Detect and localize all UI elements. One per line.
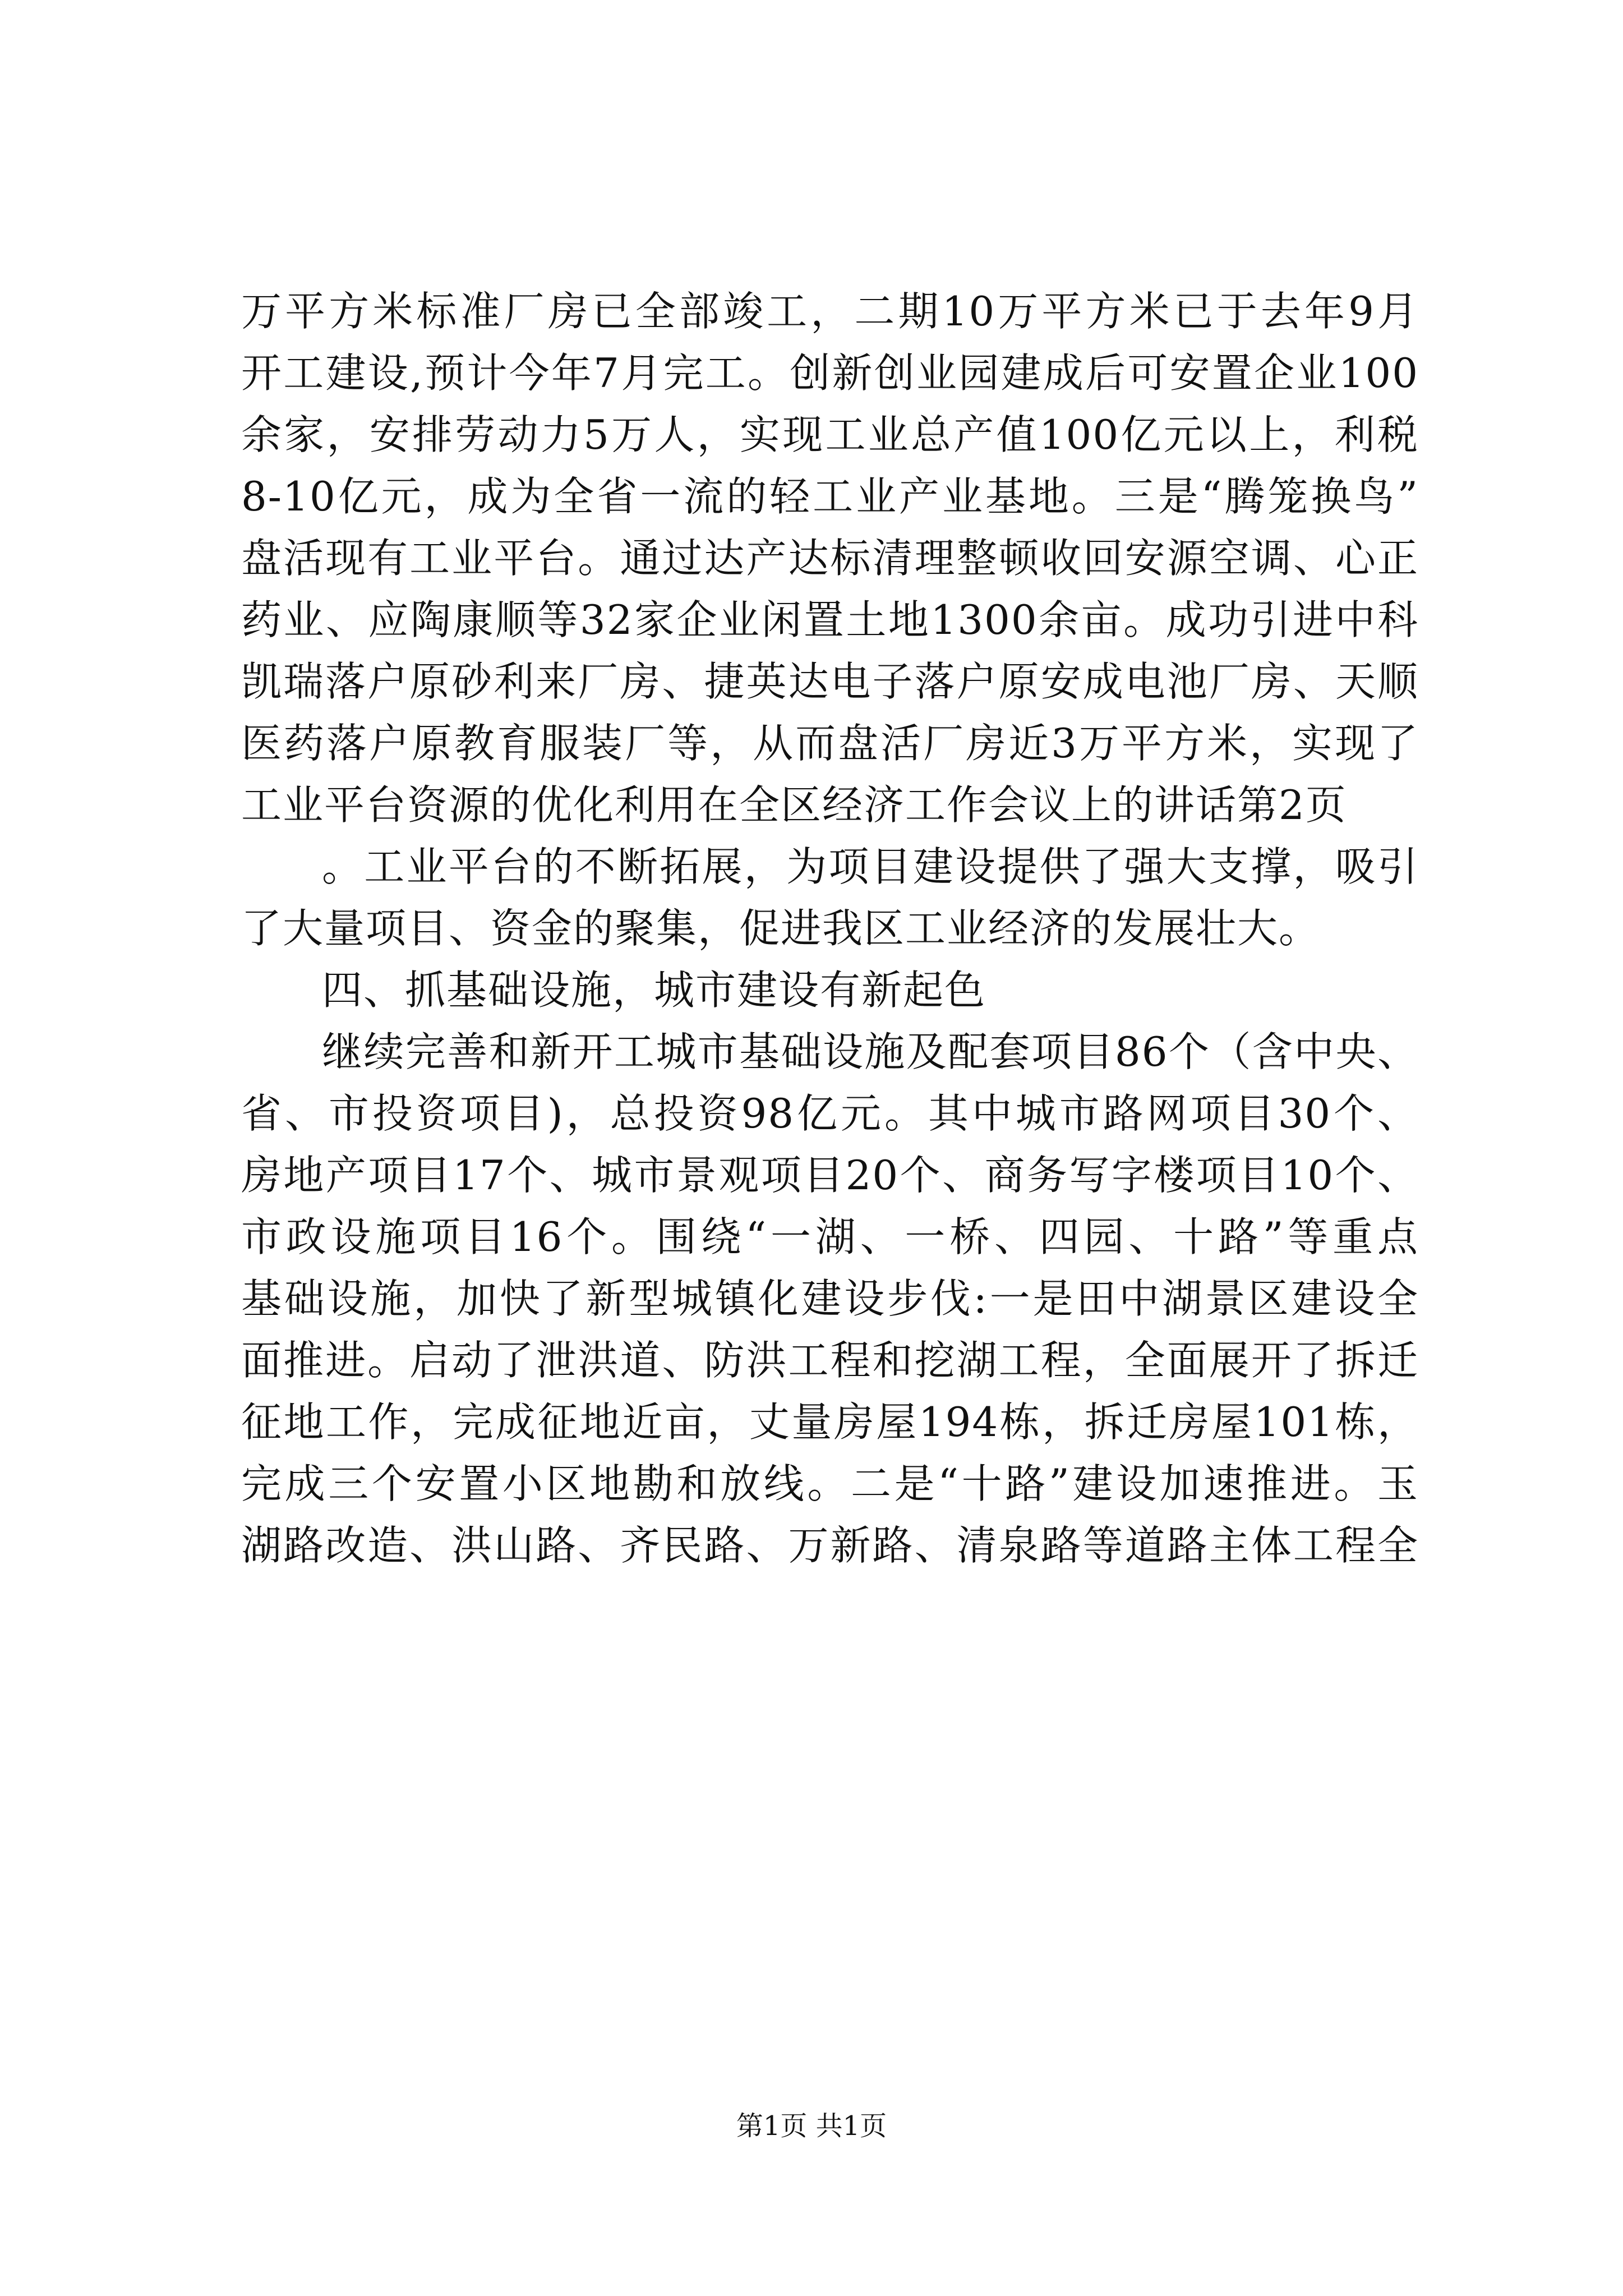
text-line: 药业、应陶康顺等32家企业闲置土地1300余亩。成功引进中科 bbox=[241, 596, 1419, 643]
text-line: 市政设施项目16个。围绕“一湖、一桥、四园、十路”等重点 bbox=[241, 1213, 1419, 1260]
text-line: 省、市投资项目)，总投资98亿元。其中城市路网项目30个、 bbox=[241, 1090, 1419, 1137]
text-line: 万平方米标准厂房已全部竣工，二期10万平方米已于去年9月 bbox=[241, 288, 1419, 335]
text-line: 完成三个安置小区地勘和放线。二是“十路”建设加速推进。玉 bbox=[241, 1460, 1419, 1507]
text-line: 湖路改造、洪山路、齐民路、万新路、清泉路等道路主体工程全 bbox=[241, 1522, 1419, 1569]
text-line: 征地工作，完成征地近亩，丈量房屋194栋，拆迁房屋101栋， bbox=[241, 1398, 1419, 1446]
text-line: 了大量项目、资金的聚集，促进我区工业经济的发展壮大。 bbox=[241, 905, 1321, 952]
text-line: 面推进。启动了泄洪道、防洪工程和挖湖工程，全面展开了拆迁 bbox=[241, 1337, 1419, 1384]
text-line: 。工业平台的不断拓展，为项目建设提供了强大支撑，吸引 bbox=[322, 843, 1419, 890]
text-line: 开工建设,预计今年7月完工。创新创业园建成后可安置企业100 bbox=[241, 349, 1419, 397]
text-line: 基础设施，加快了新型城镇化建设步伐:一是田中湖景区建设全 bbox=[241, 1275, 1419, 1322]
text-line: 凯瑞落户原砂利来厂房、捷英达电子落户原安成电池厂房、天顺 bbox=[241, 658, 1419, 705]
text-line: 8-10亿元，成为全省一流的轻工业产业基地。三是“腾笼换鸟” bbox=[241, 473, 1419, 520]
page-footer: 第1页 共1页 bbox=[736, 2110, 887, 2142]
text-line: 房地产项目17个、城市景观项目20个、商务写字楼项目10个、 bbox=[241, 1152, 1419, 1199]
text-line: 盘活现有工业平台。通过达产达标清理整顿收回安源空调、心正 bbox=[241, 535, 1419, 582]
text-line: 工业平台资源的优化利用在全区经济工作会议上的讲话第2页 bbox=[241, 781, 1347, 829]
text-line: 继续完善和新开工城市基础设施及配套项目86个（含中央、 bbox=[322, 1028, 1419, 1075]
text-line: 四、抓基础设施，城市建设有新起色 bbox=[322, 967, 986, 1014]
text-line: 余家，安排劳动力5万人，实现工业总产值100亿元以上，利税 bbox=[241, 411, 1419, 458]
text-line: 医药落户原教育服装厂等，从而盘活厂房近3万平方米，实现了 bbox=[241, 720, 1419, 767]
document-body bbox=[241, 280, 1419, 1576]
